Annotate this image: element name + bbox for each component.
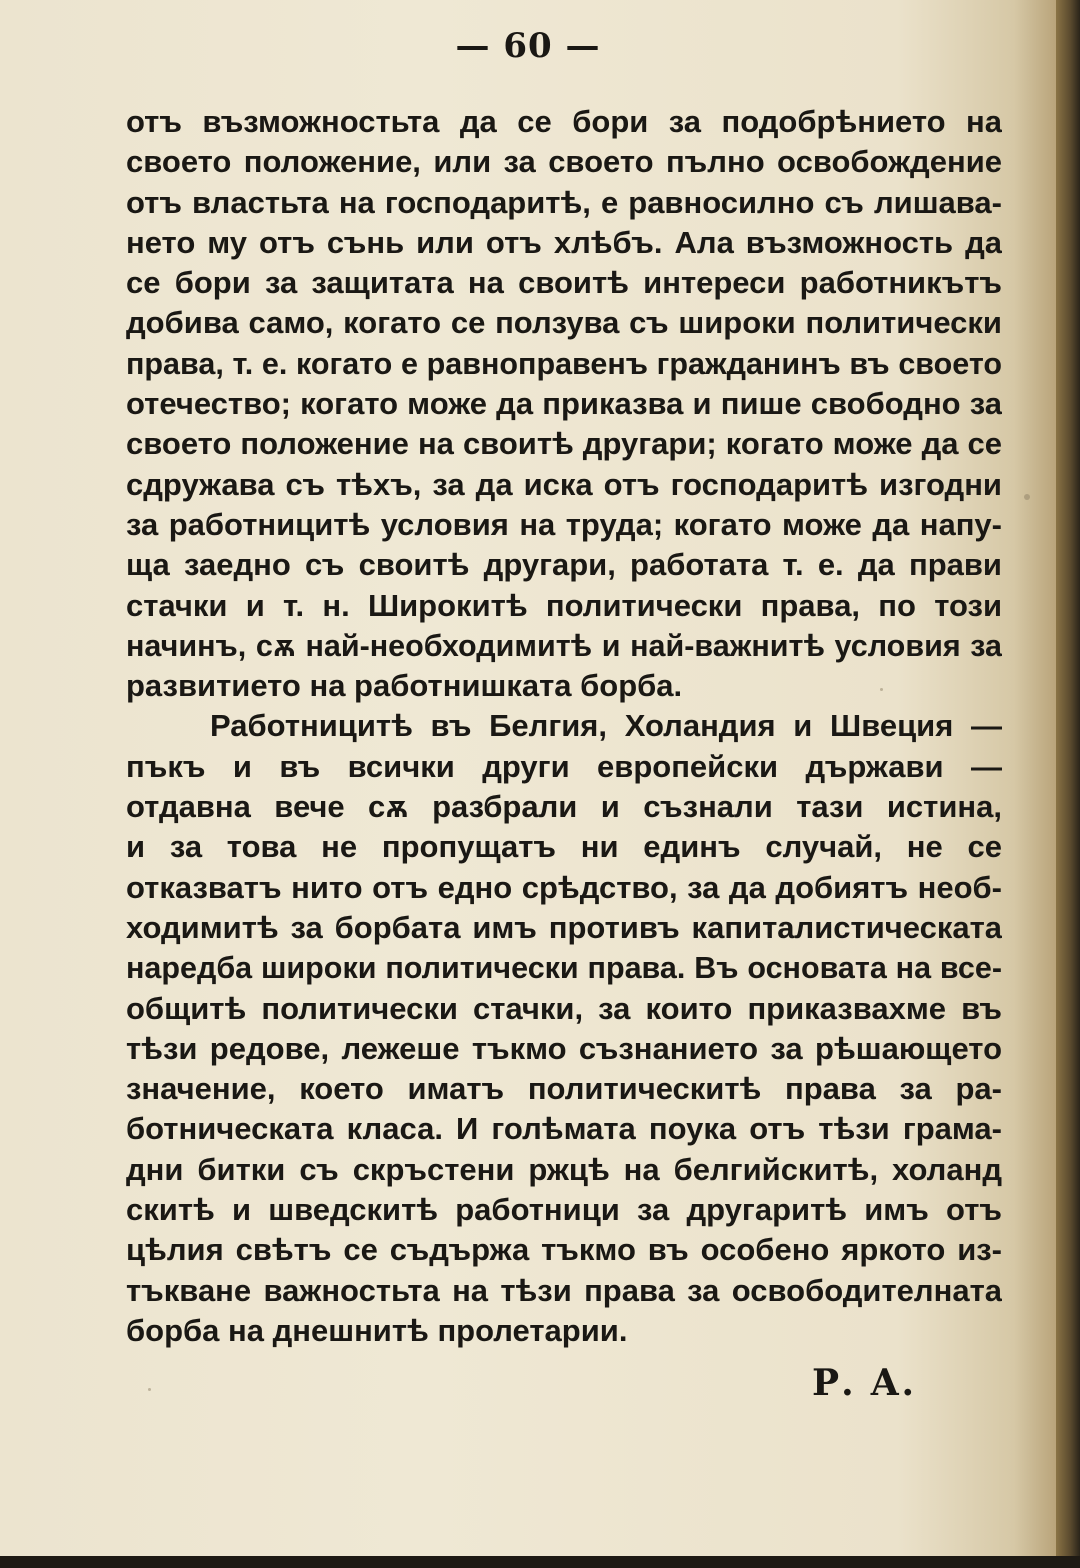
text-line: своето положение, или за своето пълно освобождение (126, 144, 1002, 180)
paper-speck (880, 688, 883, 691)
text-line: пъкъ и въ всички други европейски държави — (126, 748, 1002, 784)
text-line: отказватъ нито отъ едно срѣдство, за да добиятъ необ- (126, 869, 1002, 905)
text-line: общитѣ политически стачки, за които приказвахме въ (126, 990, 1002, 1026)
text-line: начинъ, сѫ най-необходимитѣ и най-важнитѣ условия за (126, 628, 1002, 663)
paragraph-1 (126, 102, 1002, 706)
text-line: за работницитѣ условия на труда; когато може да напу- (126, 506, 1002, 542)
page-bottom-edge (0, 1556, 1080, 1568)
text-line: стачки и т. н. Широкитѣ политически права, по този (126, 587, 1002, 623)
text-line: отдавна вече сѫ разбрали и съзнали тази истина, (126, 789, 1002, 825)
text-line: отъ властьта на господаритѣ, е равносилно съ лишава- (126, 184, 1002, 220)
text-line: тѣзи редове, лежеше тъкмо съзнанието за рѣшающето (126, 1030, 1002, 1066)
text-line: борба на днешнитѣ пролетарии. (126, 1312, 628, 1348)
text-line: отечество; когато може да приказва и пише свободно за (126, 386, 1002, 422)
text-line: наредба широки политически права. Въ основата на все- (126, 951, 1002, 986)
text-line: ща заедно съ своитѣ другари, работата т. е. да прави (126, 547, 1002, 583)
text-line: права, т. е. когато е равноправенъ гражданинъ въ своето (126, 346, 1002, 381)
paragraph-2 (126, 706, 1002, 1351)
text-line: ходимитѣ за борбата имъ противъ капиталистическата (126, 909, 1002, 945)
text-line: дни битки съ скръстени ржцѣ на белгийскитѣ, холанд (126, 1151, 1002, 1187)
text-line: отъ възможностьта да се бори за подобрѣнието на (126, 104, 1002, 139)
text-line: своето положение на своитѣ другари; когато може да се (126, 426, 1002, 462)
text-line: се бори за защитата на своитѣ интереси работникътъ (126, 265, 1002, 301)
paper-speck (1024, 494, 1030, 500)
page-binding-edge (1056, 0, 1080, 1568)
text-line: развитието на работнишката борба. (126, 668, 683, 704)
text-line: цѣлия свѣтъ се съдържа тъкмо въ особено яркото из- (126, 1232, 1002, 1268)
text-line: и за това не пропущатъ ни единъ случай, не се (126, 829, 1002, 865)
text-line: добива само, когато се ползува съ широки политически (126, 305, 1002, 341)
author-signature: Р. А. (812, 1362, 916, 1404)
text-line: скитѣ и шведскитѣ работници за другаритѣ имъ отъ (126, 1192, 1002, 1228)
paper-speck (148, 1388, 151, 1391)
text-line: нето му отъ сънь или отъ хлѣбъ. Ала възможность да (126, 224, 1002, 260)
text-line: тъкване важностьта на тѣзи права за освободителната (126, 1272, 1002, 1308)
text-line: Работницитѣ въ Белгия, Холандия и Швеция — (210, 708, 1002, 744)
text-line: сдружава съ тѣхъ, за да иска отъ господаритѣ изгодни (126, 466, 1002, 502)
text-line: значение, което иматъ политическитѣ права за ра- (126, 1071, 1002, 1107)
page-number: — 60 — (455, 26, 601, 66)
body-text (126, 102, 1002, 1351)
text-line: ботническата класа. И голѣмата поука отъ тѣзи грама- (126, 1111, 1002, 1147)
